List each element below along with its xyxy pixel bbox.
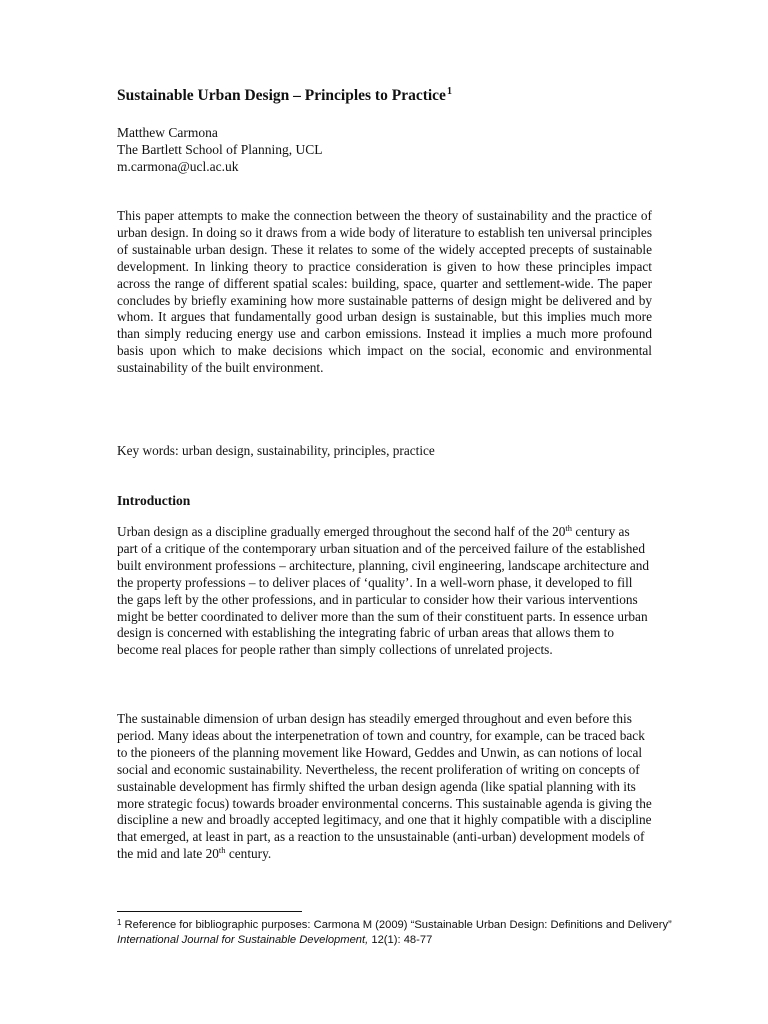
title-footnote-mark: 1	[446, 86, 452, 97]
footnote-journal: International Journal for Sustainable Development,	[117, 934, 369, 946]
intro-p1-ordinal: th	[565, 523, 573, 533]
keywords: Key words: urban design, sustainability, principles, practice	[117, 443, 435, 458]
author-email: m.carmona@ucl.ac.uk	[117, 159, 239, 174]
footnote-text: Reference for bibliographic purposes: Carmona M (2009) “Sustainable Urban Design: Definitions and Delivery”	[121, 919, 672, 931]
intro-p1-text-b: century as part of a critique of the contemporary urban situation and of the perceived failure of the established built environment professions – architecture, planning, civil engineering, landscape architecture and the property professions – to deliver places of ‘quality’. In a well-worn phase, it developed to fill the gaps left by the other professions, and in particular to consider how their various interventions might be better coordinated to deliver more than the sum of their constituent parts. In essence urban design is concerned with establishing the integrating fabric of urban areas that allows them to become real places for people rather than simply collections of unrelated projects.	[117, 524, 650, 658]
intro-paragraph-2	[117, 711, 652, 863]
abstract: This paper attempts to make the connection between the theory of sustainability and the practice of urban design. In doing so it draws from a wide body of literature to establish ten universal principles of sustainable urban design. These it relates to some of the widely accepted precepts of sustainable development. In linking theory to practice consideration is given to how these principles impact across the range of different spatial scales: building, space, quarter and settlement-wide. The paper concludes by briefly examining how more sustainable patterns of design might be delivered and by whom. It argues that fundamentally good urban design is sustainable, but this implies much more than simply reducing energy use and carbon emissions. Instead it implies a much more profound basis upon which to make decisions which impact on the social, economic and environmental sustainability of the built environment.	[117, 208, 652, 376]
intro-p2-ordinal: th	[218, 845, 226, 856]
footnote-mark: 1	[117, 918, 122, 927]
paper-title	[117, 86, 452, 105]
intro-p1-text-a: Urban design as a discipline gradually emerged throughout the second half of the 20	[117, 524, 566, 539]
intro-paragraph-1	[117, 524, 652, 659]
intro-p2-text-b: century.	[225, 846, 272, 862]
footnote	[117, 918, 677, 948]
footnote-citation: 12(1): 48-77	[368, 934, 433, 946]
footnote-divider	[117, 911, 302, 912]
section-heading-introduction: Introduction	[117, 493, 191, 508]
author-affiliation: The Bartlett School of Planning, UCL	[117, 142, 323, 157]
author-block	[117, 124, 677, 175]
paper-title-text: Sustainable Urban Design – Principles to Practice	[117, 87, 446, 104]
intro-p2-text-a: The sustainable dimension of urban design has steadily emerged throughout and even before this period. Many ideas about the interpenetration of town and country, for example, can be traced back to the pioneers of the planning movement like Howard, Geddes and Unwin, as can notions of local social and economic sustainability. Nevertheless, the recent proliferation of writing on concepts of sustainable development has firmly shifted the urban design agenda (like spatial planning with its more strategic focus) towards broader environmental concerns. This sustainable agenda is giving the discipline a new and broadly accepted legitimacy, and one that it highly compatible with a discipline that emerged, at least in part, as a reaction to the unsustainable (anti-urban) development models of the mid and late 20	[117, 711, 652, 862]
author-name: Matthew Carmona	[117, 125, 218, 140]
